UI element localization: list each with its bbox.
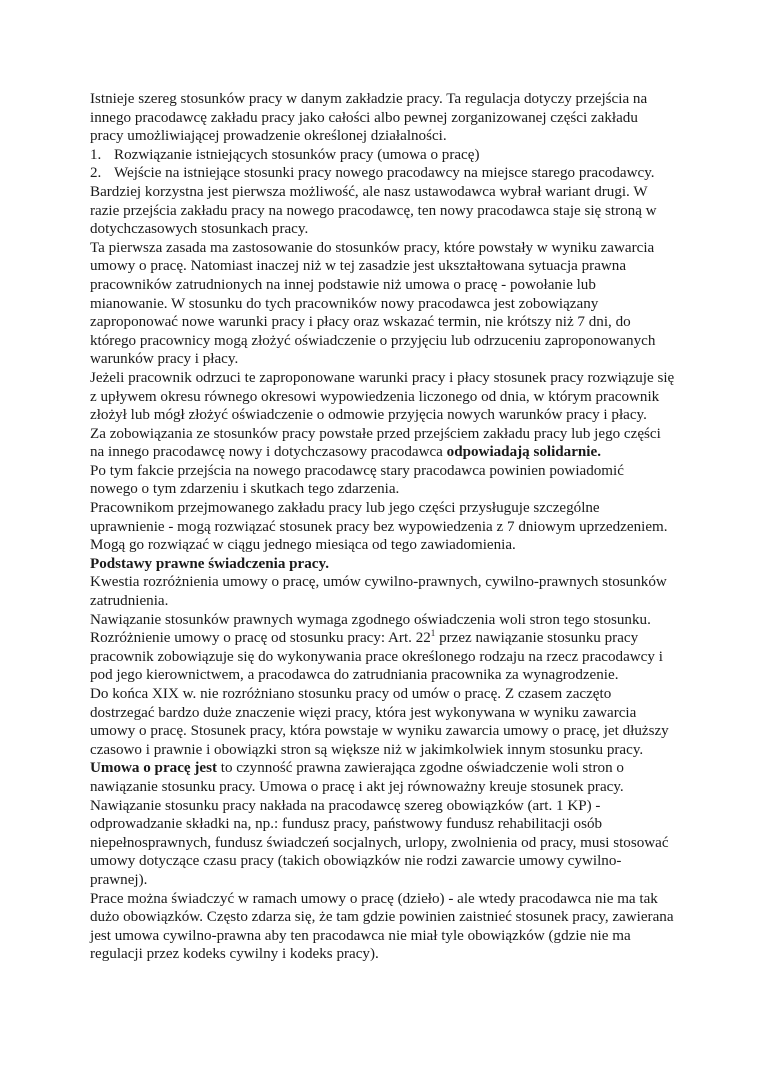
paragraph-intro: Istnieje szereg stosunków pracy w danym zakładzie pracy. Ta regulacja dotyczy przejścia na innego pracodawcę zakładu pracy jako całości albo pewnej zorganizowanej części zakładu pracy umożliwiającej prowadzenie określonej działalności. xyxy=(90,91,648,145)
numbered-list xyxy=(90,146,675,183)
section-heading: Podstawy prawne świadczenia pracy. xyxy=(90,555,329,572)
paragraph: Rozróżnienie umowy o pracę od stosunku pracy: Art. $22^1$ przez nawiązanie stosunku pracy pracownik zobowiązuje się do wykonywania prace określonego rodzaju na rzecz pracodawcy i pod jego kierownictwem, a pracodawca do zatrudniania pracownika za wynagrodzenie. xyxy=(90,628,663,684)
document-page xyxy=(90,90,675,964)
paragraph: Pracownikom przejmowanego zakładu pracy lub jego części przysługuje szczególne uprawnienie - mogą rozwiązać stosunek pracy bez wypowiedzenia z 7 dniowym uprzedzeniem. Mogą go rozwiązać w ciągu jednego miesiąca od tego zawiadomienia. xyxy=(90,500,668,554)
list-item: 1. Rozwiązanie istniejących stosunków pracy (umowa o pracę) xyxy=(90,146,480,163)
paragraph: Prace można świadczyć w ramach umowy o pracę (dzieło) - ale wtedy pracodawca nie ma tak dużo obowiązków. Często zdarza się, że tam gdzie powinien zaistnieć stosunek pracy, zawierana jest umowa cywilno-prawna aby ten pracodawca nie miał tyle obowiązków (gdzie nie ma regulacji przez kodeks cywilny i kodeks pracy). xyxy=(90,890,674,963)
paragraph: Jeżeli pracownik odrzuci te zaproponowane warunki pracy i płacy stosunek pracy rozwiązuje się z upływem okresu równego okresowi wypowiedzenia liczonego od dnia, w którym pracownik złożył lub mógł złożyć oświadczenie o odmowie przyjęcia nowych warunków pracy i płacy. xyxy=(90,369,675,424)
paragraph: Za zobowiązania ze stosunków pracy powstałe przed przejściem zakładu pracy lub jego części na innego pracodawcę nowy i dotychczasowy pracodawca odpowiadają solidarnie. xyxy=(90,425,661,461)
paragraph: Bardziej korzystna jest pierwsza możliwość, ale nasz ustawodawca wybrał wariant drugi. W razie przejścia zakładu pracy na nowego pracodawcę, ten nowy pracodawca staje się stroną w dotychczasowych stosunkach pracy. xyxy=(90,183,657,238)
paragraph: Kwestia rozróżnienia umowy o pracę, umów cywilno-prawnych, cywilno-prawnych stosunków zatrudnienia. xyxy=(90,574,667,610)
paragraph: Ta pierwsza zasada ma zastosowanie do stosunków pracy, które powstały w wyniku zawarcia umowy o pracę. Natomiast inaczej niż w tej zasadzie jest ukształtowana sytuacja prawna pracowników zatrudnionych na innej podstawie niż umowa o pracę - powołanie lub mianowanie. W stosunku do tych pracowników nowy pracodawca jest zobowiązany zaproponować nowe warunki pracy i płacy oraz wskazać termin, nie krótszy niż 7 dni, do którego pracownicy mogą złożyć oświadczenie o przyjęciu lub odrzuceniu zaproponowanych warunków pracy i płacy. xyxy=(90,239,656,368)
list-item: 2. Wejście na istniejące stosunki pracy nowego pracodawcy na miejsce starego pracodawcy. xyxy=(90,165,655,182)
bold-phrase: Umowa o pracę jest xyxy=(90,760,217,777)
paragraph: Nawiązanie stosunków prawnych wymaga zgodnego oświadczenia woli stron tego stosunku. xyxy=(90,611,651,628)
paragraph: Po tym fakcie przejścia na nowego pracodawcę stary pracodawca powinien powiadomić nowego o tym zdarzeniu i skutkach tego zdarzenia. xyxy=(90,462,624,498)
bold-phrase: odpowiadają solidarnie. xyxy=(446,444,601,461)
superscript: 1 xyxy=(430,628,436,639)
paragraph: Umowa o pracę jest to czynność prawna zawierająca zgodne oświadczenie woli stron o nawiązanie stosunku pracy. Umowa o pracę i akt jej równoważny kreuje stosunek pracy. xyxy=(90,760,624,795)
paragraph: Do końca XIX w. nie rozróżniano stosunku pracy od umów o pracę. Z czasem zaczęto dostrzegać bardzo duże znaczenie więzi pracy, która jest wykonywana w wyniku zawarcia umowy o pracę. Stosunek pracy, która powstaje w wyniku zawarcia umowy o pracę, jet dłuższy czasowo i prawnie i obowiązki stron są większe niż w jakimkolwiek innym stosunku pracy. xyxy=(90,686,669,758)
paragraph: Nawiązanie stosunku pracy nakłada na pracodawcę szereg obowiązków (art. 1 KP) - odprowadzanie składki na, np.: fundusz pracy, państwowy fundusz rehabilitacji osób niepełnosprawnych, fundusz świadczeń socjalnych, urlopy, zwolnienia od pracy, musi stosować umowy dotyczące czasu pracy (takich obowiązków nie rodzi zawarcie umowy cywilno-prawnej). xyxy=(90,797,669,888)
